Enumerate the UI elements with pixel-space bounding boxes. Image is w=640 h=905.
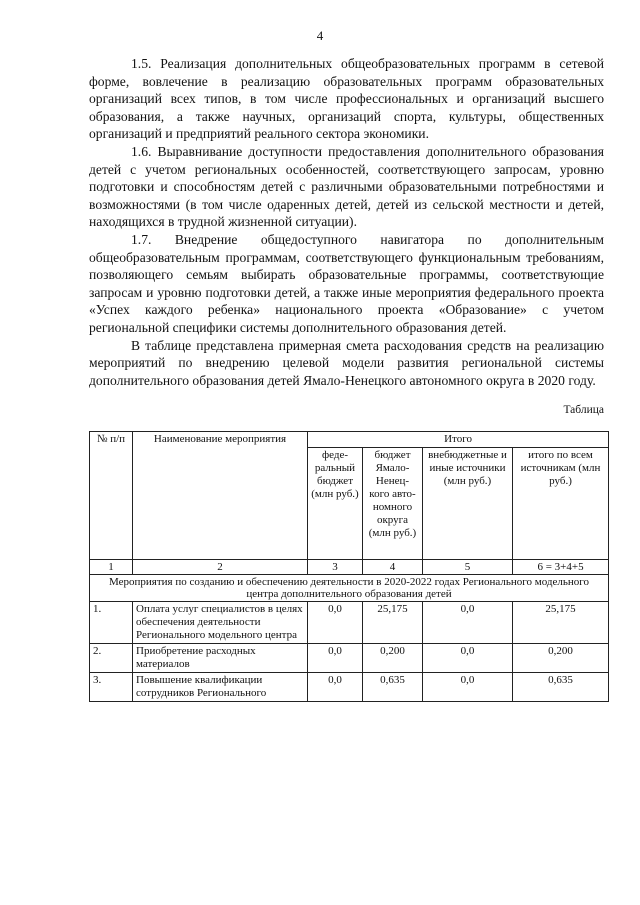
table-row: [90, 644, 609, 673]
paragraph-1-5: 1.5. Реализация дополнительных общеобразовательных программ в сетевой форме, вовлечение в реализацию образовательных программ образовательных организаций всех типов, в том числе профессиональных и организаций высшего образования, а также научных, организаций спорта, культуры, общественных организаций и предприятий реального сектора экономики.: [89, 56, 604, 142]
estimate-table: [89, 431, 609, 702]
table-row: [90, 602, 609, 644]
section-row: [90, 575, 609, 602]
row-name: Приобретение расходных материалов: [133, 644, 308, 673]
header-total: Итого: [308, 432, 609, 448]
row-federal: 0,0: [308, 644, 363, 673]
column-number-row: [90, 560, 609, 575]
row-number: 2.: [90, 644, 133, 673]
column-number: 6 = 3+4+5: [513, 560, 609, 575]
row-regional: 0,635: [363, 673, 423, 702]
header-all: итого по всем источникам (млн руб.): [513, 448, 609, 560]
row-number: 1.: [90, 602, 133, 644]
row-federal: 0,0: [308, 602, 363, 644]
paragraph-1-7: 1.7. Внедрение общедоступного навигатора по дополнительным общеобразовательным программам, соответствующего функциональным требованиям, позволяющего семьям выбирать образовательные программы, соответствующие запросам и уровню подготовки детей, а также иные мероприятия федерального проекта «Успех каждого ребенка» национального проекта «Образование» с учетом региональной специфики системы дополнительного образования детей.: [89, 231, 604, 335]
column-number: 2: [133, 560, 308, 575]
row-number: 3.: [90, 673, 133, 702]
header-row-top: [90, 432, 609, 448]
row-extra: 0,0: [423, 644, 513, 673]
row-extra: 0,0: [423, 673, 513, 702]
header-name: Наименование мероприятия: [133, 432, 308, 560]
column-number: 3: [308, 560, 363, 575]
row-extra: 0,0: [423, 602, 513, 644]
row-federal: 0,0: [308, 673, 363, 702]
header-number: № п/п: [90, 432, 133, 560]
column-number: 5: [423, 560, 513, 575]
row-total: 0,635: [513, 673, 609, 702]
row-regional: 25,175: [363, 602, 423, 644]
row-regional: 0,200: [363, 644, 423, 673]
body-text: [89, 55, 604, 389]
table-row: [90, 673, 609, 702]
header-extra: внебюджетные и иные источники (млн руб.): [423, 448, 513, 560]
row-name: Оплата услуг специалистов в целях обеспечения деятельности Регионального модельного центра: [133, 602, 308, 644]
paragraph-1-6: 1.6. Выравнивание доступности предоставления дополнительного образования детей с учетом региональных особенностей, соответствующего запросам, уровню подготовки и способностям детей с различными образовательными потребностями и возможностями (в том числе одаренных детей, детей из сельской местности и детей, находящихся в трудной жизненной ситуации).: [89, 143, 604, 230]
page-number: 4: [316, 28, 324, 43]
row-total: 25,175: [513, 602, 609, 644]
section-title: Мероприятия по созданию и обеспечению деятельности в 2020-2022 годах Регионального модельного центра дополнительного образования детей: [90, 575, 609, 602]
row-total: 0,200: [513, 644, 609, 673]
row-name: Повышение квалификации сотрудников Регионального: [133, 673, 308, 702]
column-number: 4: [363, 560, 423, 575]
column-number: 1: [90, 560, 133, 575]
paragraph-table-intro: В таблице представлена примерная смета расходования средств на реализацию мероприятий по внедрению целевой модели развития региональной системы дополнительного образования детей Ямало-Ненецкого автономного округа в 2020 году.: [89, 337, 604, 388]
header-regional: бюджет Ямало-Ненец-кого авто-номного округа (млн руб.): [363, 448, 423, 560]
header-federal: феде-ральный бюджет (млн руб.): [308, 448, 363, 560]
table-caption: Таблица: [563, 404, 604, 416]
